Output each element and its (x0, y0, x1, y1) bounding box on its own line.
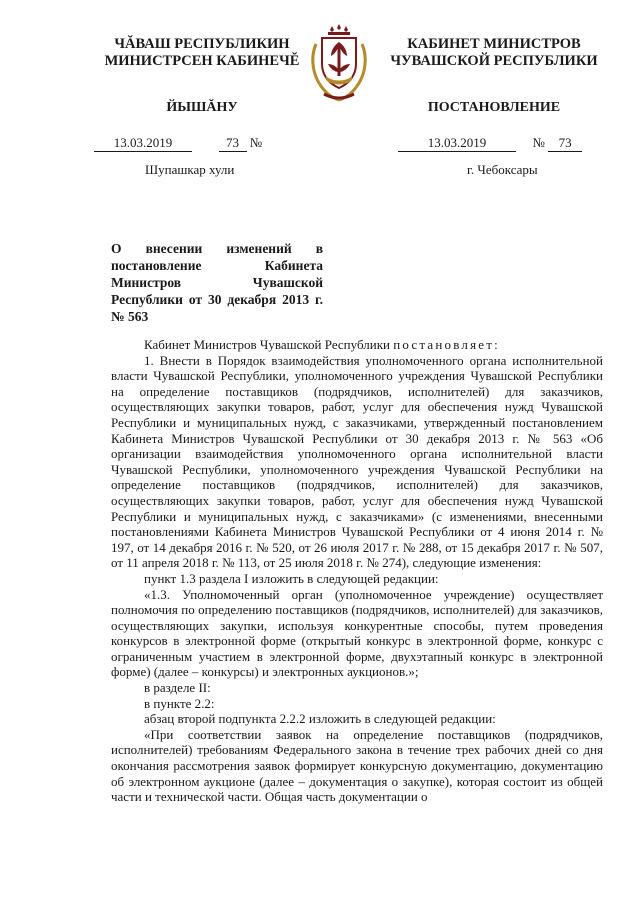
header-left-org (96, 36, 308, 70)
body-intro-text: Кабинет Министров Чувашской Республики (144, 337, 390, 352)
place-right: г. Чебоксары (467, 162, 538, 177)
body-paragraph: 1. Внести в Порядок взаимодействия уполномоченного органа исполнительной власти Чувашской Республики, уполномоченного учреждения Чувашской Республики на определение поставщиков (подрядчиков, исполнителей) для заказчиков, осуществляющих закупки товаров, работ, услуг для обеспечения нужд Чувашской Республики и муниципальных нужд, с заказчиками, утвержденный постановлением Кабинета Министров Чувашской Республики от 30 декабря 2013 г. № 563 «Об организации взаимодействия уполномоченного органа исполнительной власти Чувашской Республики, уполномоченного учреждения Чувашской Республики на определение поставщиков (подрядчиков, исполнителей) для заказчиков, осуществляющих закупки товаров, работ, услуг для обеспечения нужд Чувашской Республики и муниципальных нужд, с заказчиками» (с изменениями, внесенными постановлениями Кабинета Министров Чувашской Республики от 4 июня 2014 г. № 197, от 14 декабря 2016 г. № 520, от 26 июля 2017 г. № 288, от 15 декабря 2017 г. № 507, от 11 апреля 2018 г. № 113, от 25 июля 2018 г. № 274), следующие изменения: (111, 352, 603, 571)
body-paragraph: абзац второй подпункта 2.2.2 изложить в следующей редакции: (144, 711, 496, 727)
body-paragraph: в пункте 2.2: (144, 695, 215, 711)
body-intro (111, 337, 603, 353)
date-left: 13.03.2019 (94, 135, 192, 152)
number-sign-right: № (532, 135, 545, 150)
place-left: Шупашкар хули (145, 162, 235, 177)
header-right-line-2: ЧУВАШСКОЙ РЕСПУБЛИКИ (390, 53, 598, 69)
body-paragraph: «1.3. Уполномоченный орган (уполномоченное учреждение) осуществляет полномочия по определению поставщиков (подрядчиков, исполнителей) для заказчиков, осуществляющих закупки, используя конкурентные способы, путем проведения конкурсов в электронной форме (открытый конкурс в электронной форме, конкурс с ограниченным участием в электронной форме, двухэтапный конкурс в электронной форме) (далее – конкурсы) и электронных аукционов.»; (111, 586, 603, 680)
date-right: 13.03.2019 (398, 135, 516, 152)
header-right-line-1: КАБИНЕТ МИНИСТРОВ (407, 36, 581, 52)
date-number-right (398, 135, 582, 152)
document-title: О внесении изменений в постановление Кабинета Министров Чувашской Республики от 30 декабря 2013 г. № 563 (111, 241, 323, 324)
body-paragraph: «При соответствии заявок на определение поставщиков (подрядчиков, исполнителей) требованиям Федерального закона в течение трех рабочих дней со дня окончания рассмотрения заявок формирует конкурсную документацию, документацию об электронном аукционе (далее – документация о закупке), которая состоит из общей части и технической части. Общая часть документации о (111, 726, 603, 805)
doc-type-left: ЙЫШĂНУ (166, 100, 238, 115)
date-number-left (94, 135, 262, 152)
body-intro-spaced: постановляет: (393, 337, 500, 352)
chuvash-coat-of-arms-icon (302, 24, 376, 108)
body-paragraph: в разделе II: (144, 680, 211, 696)
header-left-line-2: МИНИСТРСЕН КАБИНЕЧĔ (104, 53, 300, 69)
doc-type-right: ПОСТАНОВЛЕНИЕ (427, 100, 561, 115)
number-left: 73 (219, 135, 247, 152)
number-right: 73 (548, 135, 582, 152)
header-left-line-1: ЧĂВАШ РЕСПУБЛИКИН (114, 36, 290, 52)
document-body (111, 337, 603, 805)
header-right-org (378, 36, 610, 70)
body-paragraph: пункт 1.3 раздела I изложить в следующей редакции: (144, 570, 439, 586)
number-sign-left: № (249, 135, 263, 150)
